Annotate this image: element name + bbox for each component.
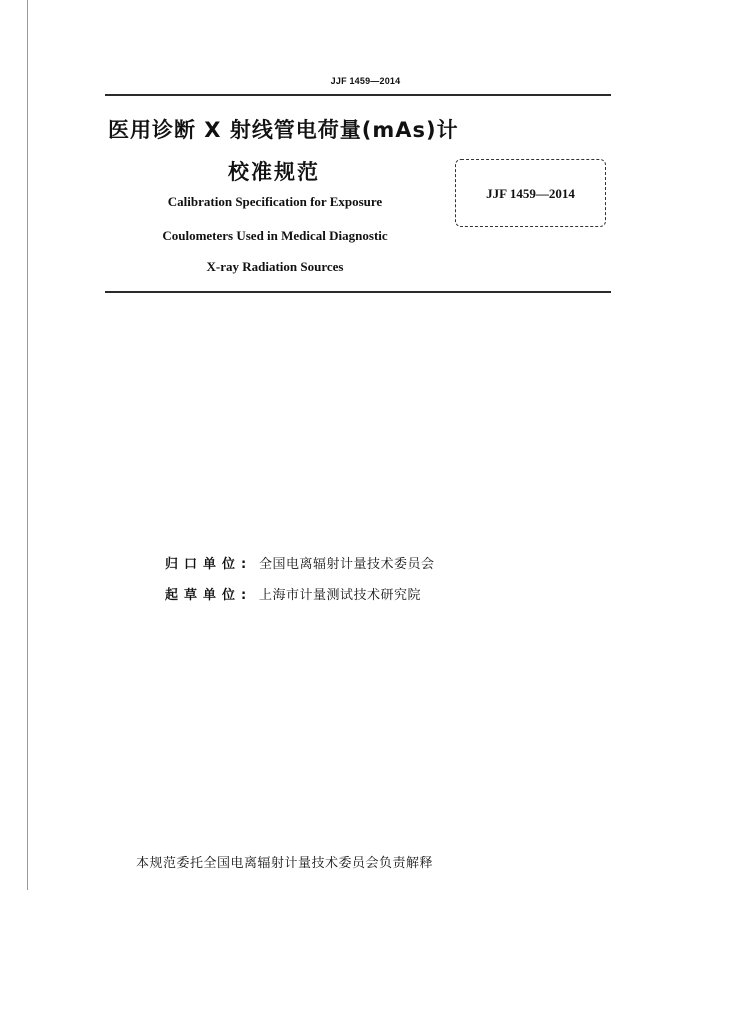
standard-code-header: JJF 1459—2014 [330, 76, 401, 86]
chinese-title-line-1: 医用诊断 X 射线管电荷量(mAs)计 [108, 118, 459, 142]
chinese-title-line-2: 校准规范 [228, 160, 320, 184]
english-title-line-2: Coulometers Used in Medical Diagnostic [162, 228, 388, 243]
responsible-unit-row [165, 553, 435, 572]
drafting-unit-label: 起草单位: [165, 588, 253, 603]
drafting-unit-value: 上海市计量测试技术研究院 [259, 588, 422, 603]
responsible-unit-label: 归口单位: [165, 557, 253, 572]
binding-edge-line [27, 0, 28, 890]
interpretation-footnote: 本规范委托全国电离辐射计量技术委员会负责解释 [136, 856, 434, 871]
english-title-line-3: X-ray Radiation Sources [206, 259, 344, 274]
standard-code-box [455, 159, 606, 227]
drafting-unit-row [165, 584, 421, 603]
english-title-line-1: Calibration Specification for Exposure [167, 194, 383, 209]
standard-code-box-text: JJF 1459—2014 [486, 186, 575, 201]
top-rule [105, 94, 611, 96]
responsible-unit-value: 全国电离辐射计量技术委员会 [259, 557, 435, 572]
bottom-rule [105, 291, 611, 293]
